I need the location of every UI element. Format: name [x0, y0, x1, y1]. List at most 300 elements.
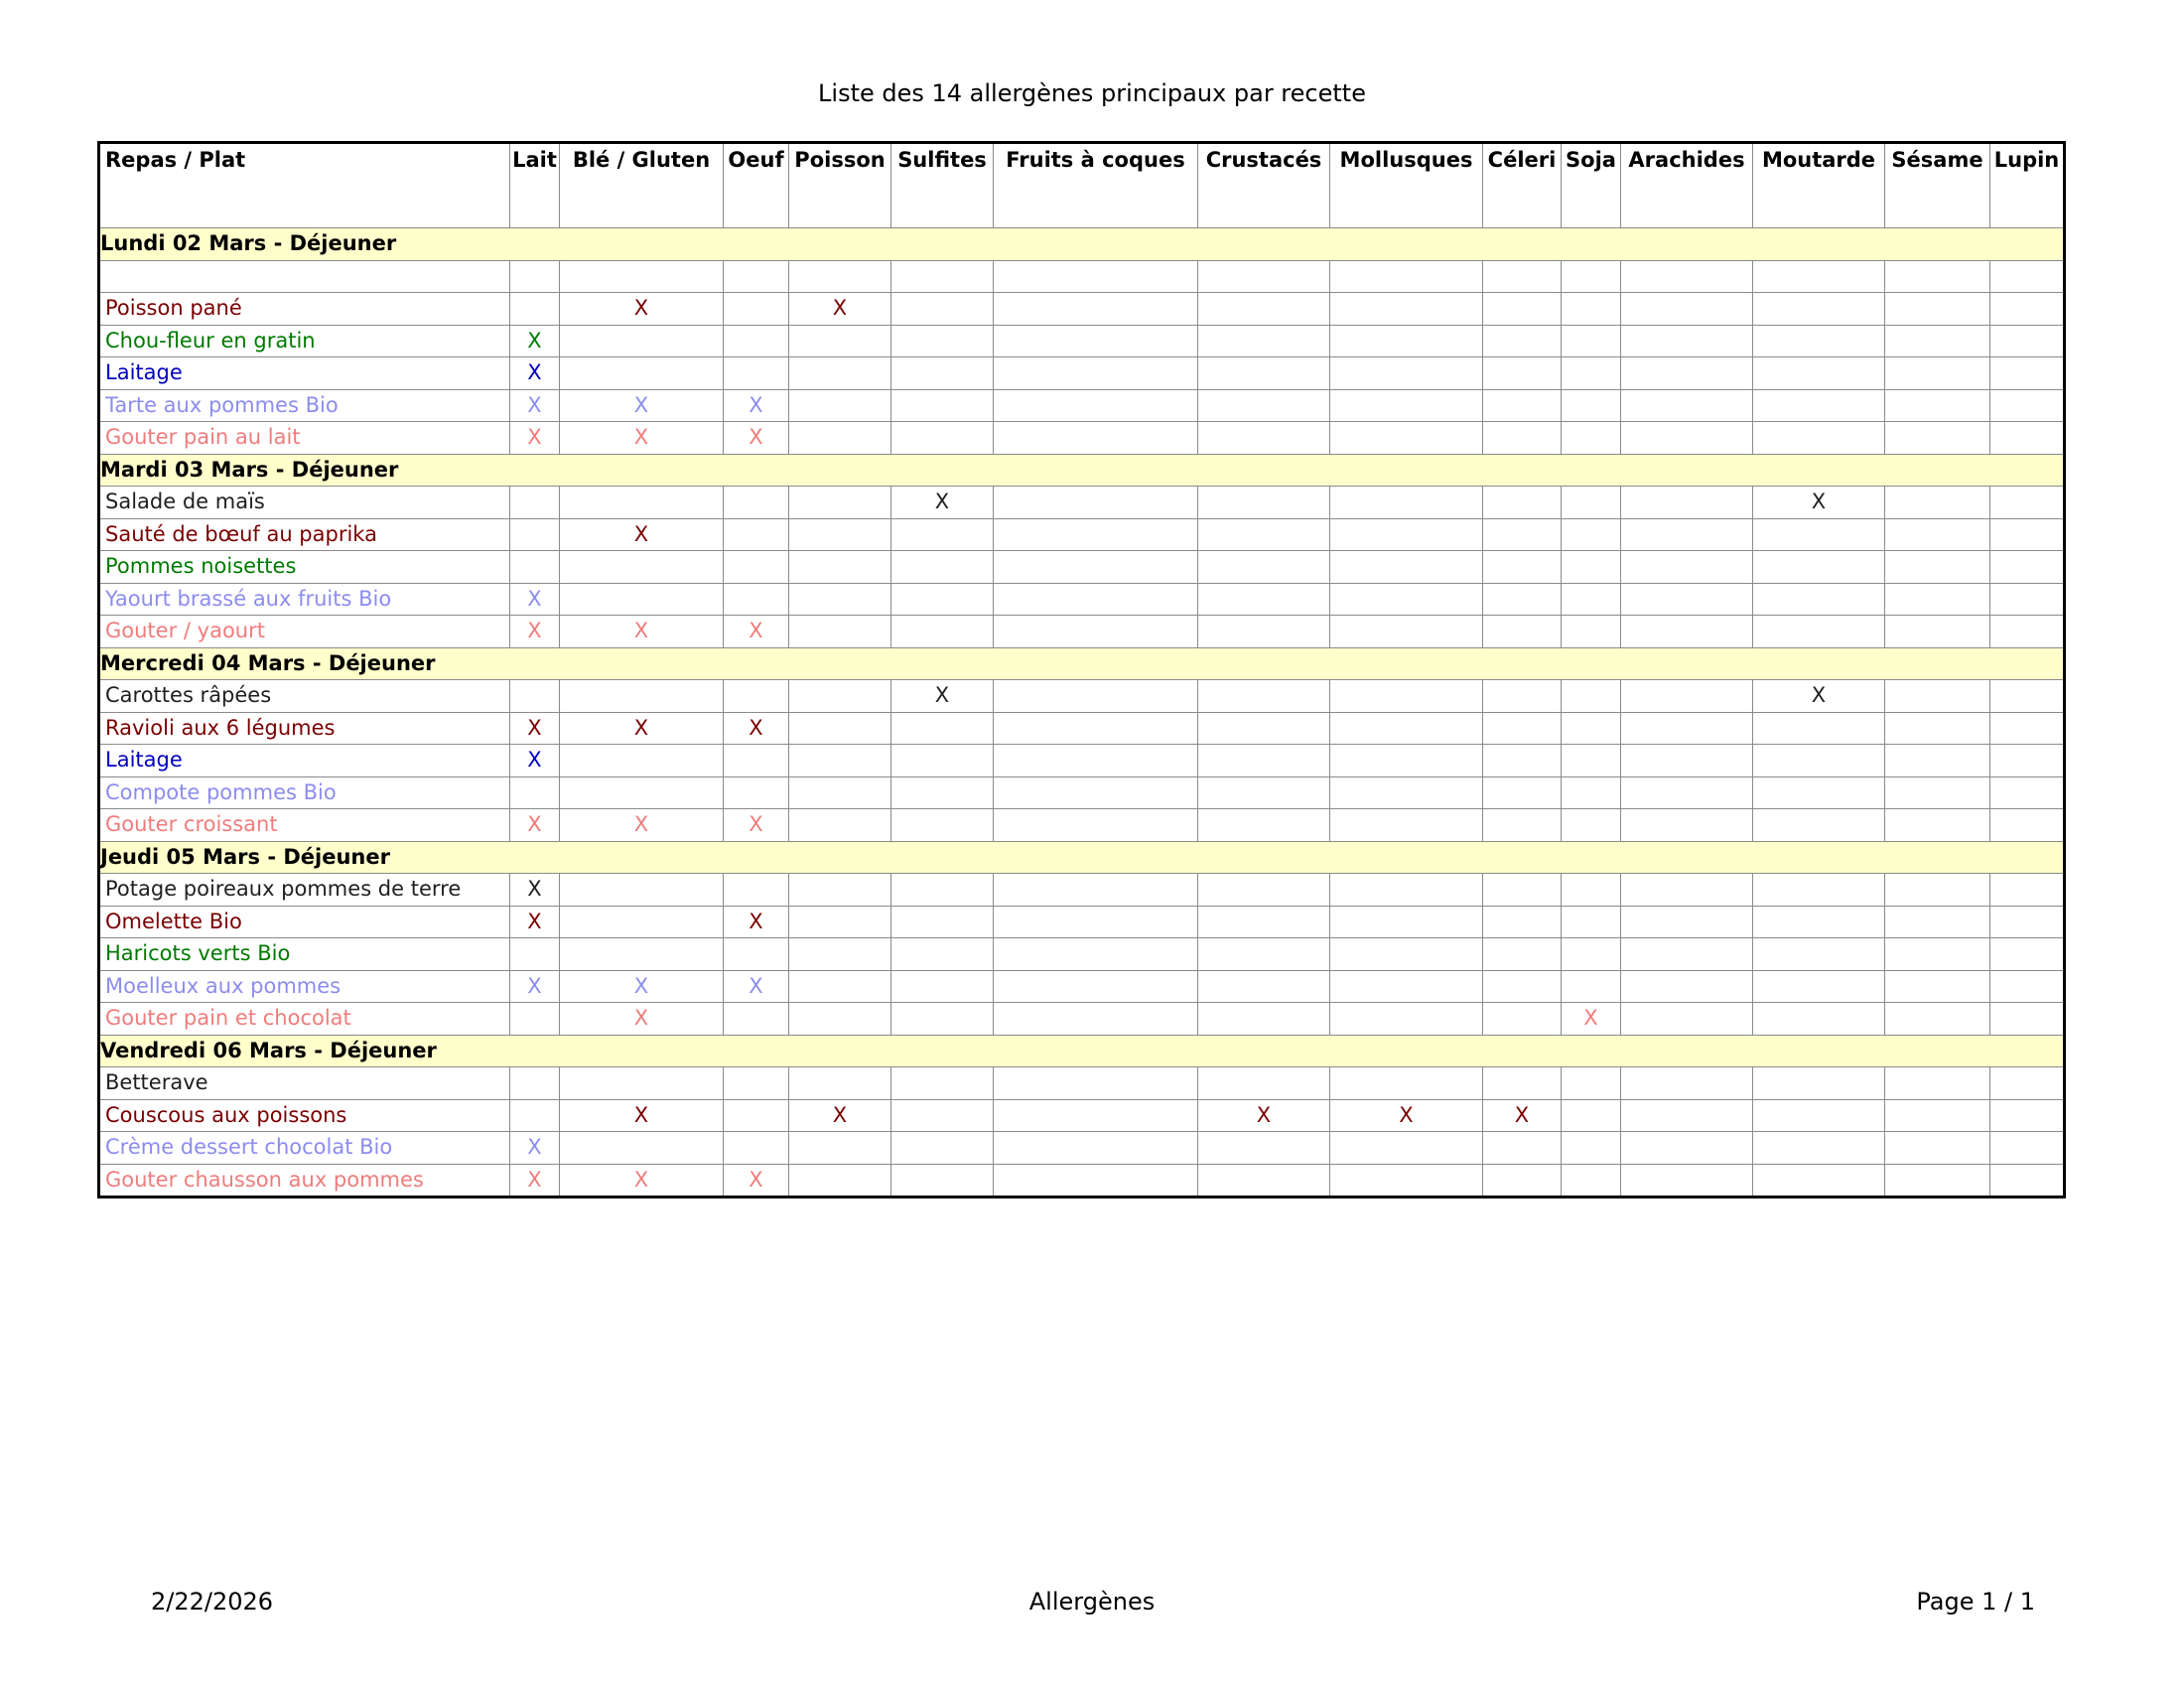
dish-name: Chou-fleur en gratin	[99, 325, 510, 357]
section-row	[99, 454, 2065, 487]
allergen-mark	[1990, 518, 2065, 551]
allergen-mark	[1621, 616, 1753, 648]
allergen-mark	[1621, 293, 1753, 326]
allergen-mark	[724, 938, 789, 971]
column-header-allergen: Lait	[510, 143, 560, 228]
allergen-mark	[1330, 938, 1483, 971]
table-row	[99, 938, 2065, 971]
allergen-mark	[1562, 1164, 1621, 1197]
page-title: Liste des 14 allergènes principaux par recette	[818, 79, 1366, 107]
table-row	[99, 1164, 2065, 1197]
empty-cell	[1330, 260, 1483, 293]
allergen-mark	[1990, 551, 2065, 584]
column-header-allergen: Blé / Gluten	[560, 143, 724, 228]
allergen-mark: X	[724, 712, 789, 745]
allergen-mark	[1753, 1099, 1885, 1132]
allergen-mark	[891, 970, 994, 1003]
dish-name: Carottes râpées	[99, 680, 510, 713]
allergen-mark: X	[510, 970, 560, 1003]
allergen-mark	[724, 874, 789, 907]
allergen-mark	[510, 518, 560, 551]
allergen-mark	[994, 518, 1198, 551]
dish-name: Tarte aux pommes Bio	[99, 389, 510, 422]
allergen-mark	[724, 293, 789, 326]
allergen-mark	[891, 422, 994, 455]
allergen-mark	[1885, 325, 1990, 357]
table-row	[99, 809, 2065, 842]
dish-name: Couscous aux poissons	[99, 1099, 510, 1132]
table-row	[99, 776, 2065, 809]
allergen-mark	[1885, 712, 1990, 745]
allergen-mark	[1885, 809, 1990, 842]
allergen-mark	[1990, 325, 2065, 357]
allergen-mark	[1198, 1132, 1330, 1165]
allergen-mark: X	[510, 1164, 560, 1197]
allergen-mark: X	[510, 325, 560, 357]
allergen-mark: X	[560, 293, 724, 326]
allergen-mark	[1198, 1067, 1330, 1100]
allergen-mark	[1753, 1003, 1885, 1036]
allergen-mark	[724, 776, 789, 809]
allergen-mark	[1885, 1132, 1990, 1165]
allergen-mark	[994, 357, 1198, 390]
allergen-mark	[1885, 745, 1990, 777]
allergen-mark	[1753, 357, 1885, 390]
allergen-mark	[789, 970, 891, 1003]
allergen-mark	[1990, 1164, 2065, 1197]
allergen-mark	[1990, 776, 2065, 809]
allergen-mark	[1330, 906, 1483, 938]
table-row	[99, 1099, 2065, 1132]
table-row	[99, 616, 2065, 648]
allergen-mark	[1753, 518, 1885, 551]
allergen-mark	[1562, 551, 1621, 584]
allergen-mark	[891, 712, 994, 745]
allergen-mark	[1562, 712, 1621, 745]
allergen-mark: X	[1330, 1099, 1483, 1132]
allergen-mark	[560, 325, 724, 357]
allergen-mark	[994, 1099, 1198, 1132]
allergen-mark	[1621, 325, 1753, 357]
allergen-mark	[1330, 389, 1483, 422]
allergen-mark	[724, 357, 789, 390]
allergen-mark	[1483, 325, 1562, 357]
section-row	[99, 1035, 2065, 1067]
allergen-mark	[1330, 874, 1483, 907]
allergen-mark	[1621, 938, 1753, 971]
allergen-mark	[1330, 1132, 1483, 1165]
allergen-mark	[1562, 518, 1621, 551]
allergen-mark	[1483, 357, 1562, 390]
allergen-mark	[724, 1132, 789, 1165]
allergen-mark: X	[510, 583, 560, 616]
allergen-mark	[1753, 293, 1885, 326]
allergen-mark	[1198, 809, 1330, 842]
allergen-mark	[1621, 1067, 1753, 1100]
allergen-mark	[1990, 712, 2065, 745]
allergen-mark	[891, 616, 994, 648]
allergen-mark	[1562, 325, 1621, 357]
allergen-mark	[510, 1099, 560, 1132]
column-header-allergen: Sésame	[1885, 143, 1990, 228]
allergen-mark	[1885, 938, 1990, 971]
allergen-mark	[994, 583, 1198, 616]
allergen-mark	[1621, 487, 1753, 519]
allergen-mark	[1198, 325, 1330, 357]
allergen-mark	[891, 325, 994, 357]
dish-name: Yaourt brassé aux fruits Bio	[99, 583, 510, 616]
empty-cell	[560, 260, 724, 293]
allergen-mark	[560, 551, 724, 584]
dish-name: Ravioli aux 6 légumes	[99, 712, 510, 745]
allergen-mark	[1621, 1132, 1753, 1165]
empty-cell	[1990, 260, 2065, 293]
dish-name: Gouter croissant	[99, 809, 510, 842]
table-header	[99, 143, 2065, 228]
table-row	[99, 389, 2065, 422]
allergen-mark	[891, 518, 994, 551]
empty-cell	[99, 260, 510, 293]
allergen-mark	[1330, 487, 1483, 519]
allergen-mark	[510, 776, 560, 809]
allergen-mark	[891, 1067, 994, 1100]
allergen-mark	[1562, 874, 1621, 907]
allergen-mark: X	[560, 1099, 724, 1132]
allergen-mark: X	[510, 874, 560, 907]
allergen-mark	[891, 389, 994, 422]
allergen-mark	[789, 325, 891, 357]
allergen-mark	[789, 745, 891, 777]
allergen-mark	[1562, 809, 1621, 842]
allergen-mark: X	[510, 389, 560, 422]
dish-name: Moelleux aux pommes	[99, 970, 510, 1003]
table-row	[99, 583, 2065, 616]
allergen-mark	[1562, 389, 1621, 422]
table-row	[99, 1132, 2065, 1165]
allergen-mark	[1753, 809, 1885, 842]
allergen-mark	[1330, 583, 1483, 616]
allergen-mark	[1753, 712, 1885, 745]
allergen-mark: X	[560, 712, 724, 745]
column-header-allergen: Mollusques	[1330, 143, 1483, 228]
allergen-mark: X	[560, 518, 724, 551]
allergen-mark	[789, 874, 891, 907]
allergen-mark	[1990, 1067, 2065, 1100]
allergen-mark: X	[510, 1132, 560, 1165]
allergen-mark	[789, 422, 891, 455]
allergen-mark	[1753, 389, 1885, 422]
column-header-allergen: Oeuf	[724, 143, 789, 228]
allergen-mark: X	[1198, 1099, 1330, 1132]
section-row	[99, 647, 2065, 680]
column-header-allergen: Crustacés	[1198, 143, 1330, 228]
allergen-mark	[1330, 422, 1483, 455]
allergen-mark	[994, 293, 1198, 326]
allergen-mark	[1330, 680, 1483, 713]
allergen-mark	[1330, 616, 1483, 648]
allergen-mark: X	[560, 616, 724, 648]
allergen-mark	[1753, 583, 1885, 616]
allergen-mark: X	[891, 680, 994, 713]
allergen-mark	[1198, 970, 1330, 1003]
allergen-mark	[1198, 293, 1330, 326]
allergen-mark	[789, 357, 891, 390]
allergen-mark	[1885, 357, 1990, 390]
allergen-mark	[510, 487, 560, 519]
allergen-mark	[1885, 293, 1990, 326]
allergen-mark	[1753, 906, 1885, 938]
allergen-mark	[994, 325, 1198, 357]
allergen-mark	[994, 422, 1198, 455]
allergen-mark	[1990, 970, 2065, 1003]
table-row	[99, 745, 2065, 777]
table-row	[99, 551, 2065, 584]
allergen-mark	[1990, 1099, 2065, 1132]
allergen-mark	[994, 1067, 1198, 1100]
allergen-mark: X	[1562, 1003, 1621, 1036]
allergen-mark	[510, 938, 560, 971]
allergen-mark	[1990, 293, 2065, 326]
allergen-mark	[1562, 680, 1621, 713]
allergen-mark	[1621, 776, 1753, 809]
allergen-mark	[1621, 1099, 1753, 1132]
section-row	[99, 841, 2065, 874]
allergen-mark	[1990, 906, 2065, 938]
allergen-mark	[1990, 422, 2065, 455]
allergen-mark	[1885, 1164, 1990, 1197]
allergen-mark	[724, 1099, 789, 1132]
allergen-mark	[994, 809, 1198, 842]
allergen-mark	[724, 1003, 789, 1036]
allergen-mark	[724, 680, 789, 713]
dish-name: Laitage	[99, 745, 510, 777]
allergen-mark	[994, 970, 1198, 1003]
allergen-mark	[1483, 712, 1562, 745]
allergen-mark	[1483, 293, 1562, 326]
column-header-allergen: Sulfites	[891, 143, 994, 228]
allergen-mark	[1330, 1003, 1483, 1036]
section-row	[99, 228, 2065, 261]
empty-cell	[1885, 260, 1990, 293]
allergen-mark	[1483, 518, 1562, 551]
allergen-mark	[510, 1067, 560, 1100]
allergen-mark	[724, 583, 789, 616]
column-header-allergen: Lupin	[1990, 143, 2065, 228]
allergen-mark	[1562, 293, 1621, 326]
allergen-mark	[1885, 906, 1990, 938]
allergen-mark	[1483, 938, 1562, 971]
allergen-mark	[1621, 809, 1753, 842]
allergen-mark	[1562, 1067, 1621, 1100]
allergen-mark	[724, 1067, 789, 1100]
empty-cell	[891, 260, 994, 293]
allergen-mark	[891, 1099, 994, 1132]
table-row	[99, 518, 2065, 551]
allergen-mark	[789, 906, 891, 938]
table-row	[99, 874, 2065, 907]
allergen-mark	[994, 776, 1198, 809]
allergen-mark	[510, 1003, 560, 1036]
allergen-mark	[1990, 583, 2065, 616]
allergen-mark	[1885, 422, 1990, 455]
allergen-mark: X	[560, 389, 724, 422]
allergen-mark	[1198, 616, 1330, 648]
allergen-mark: X	[724, 389, 789, 422]
footer-title: Allergènes	[1028, 1588, 1156, 1616]
allergen-mark	[1198, 906, 1330, 938]
allergen-mark	[994, 1164, 1198, 1197]
dish-name: Salade de maïs	[99, 487, 510, 519]
allergen-mark	[1621, 357, 1753, 390]
allergen-mark	[891, 357, 994, 390]
allergen-mark	[891, 1164, 994, 1197]
dish-name: Pommes noisettes	[99, 551, 510, 584]
allergen-mark	[1621, 389, 1753, 422]
dish-name: Betterave	[99, 1067, 510, 1100]
allergen-mark: X	[1753, 487, 1885, 519]
allergen-mark	[510, 551, 560, 584]
allergen-mark	[1990, 809, 2065, 842]
table-body	[99, 228, 2065, 1197]
allergen-mark	[1562, 357, 1621, 390]
allergen-mark	[724, 551, 789, 584]
allergen-mark	[1990, 357, 2065, 390]
allergen-mark	[1621, 712, 1753, 745]
allergen-mark	[1562, 616, 1621, 648]
allergen-mark	[1330, 551, 1483, 584]
allergen-mark: X	[789, 1099, 891, 1132]
allergen-mark	[1483, 680, 1562, 713]
allergen-mark	[789, 680, 891, 713]
table-row	[99, 680, 2065, 713]
allergen-mark	[994, 1003, 1198, 1036]
allergen-mark	[1621, 1003, 1753, 1036]
dish-name: Potage poireaux pommes de terre	[99, 874, 510, 907]
allergen-mark: X	[560, 970, 724, 1003]
allergen-mark	[1621, 970, 1753, 1003]
allergen-mark	[994, 616, 1198, 648]
empty-cell	[789, 260, 891, 293]
allergen-mark: X	[724, 906, 789, 938]
allergen-mark	[891, 809, 994, 842]
allergen-mark: X	[510, 616, 560, 648]
allergen-mark	[724, 518, 789, 551]
table-row	[99, 906, 2065, 938]
allergen-mark	[1990, 616, 2065, 648]
allergen-mark	[560, 745, 724, 777]
table-row	[99, 422, 2065, 455]
empty-cell	[1198, 260, 1330, 293]
dish-name: Poisson pané	[99, 293, 510, 326]
allergen-mark	[994, 745, 1198, 777]
allergen-mark	[724, 487, 789, 519]
allergen-mark	[994, 938, 1198, 971]
allergen-table	[97, 141, 2066, 1198]
allergen-mark	[789, 551, 891, 584]
allergen-mark	[789, 1164, 891, 1197]
allergen-mark	[1753, 1164, 1885, 1197]
allergen-mark	[1990, 389, 2065, 422]
section-label: Mardi 03 Mars - Déjeuner	[99, 454, 2065, 487]
allergen-mark	[1483, 422, 1562, 455]
allergen-mark	[789, 776, 891, 809]
allergen-mark	[510, 293, 560, 326]
allergen-mark	[1330, 357, 1483, 390]
table-row	[99, 1067, 2065, 1100]
table-row	[99, 1003, 2065, 1036]
allergen-mark	[994, 712, 1198, 745]
dish-name: Laitage	[99, 357, 510, 390]
allergen-mark	[1330, 776, 1483, 809]
table-row	[99, 970, 2065, 1003]
spacer-row	[99, 260, 2065, 293]
allergen-mark	[1483, 616, 1562, 648]
allergen-mark	[891, 293, 994, 326]
allergen-mark	[1562, 906, 1621, 938]
allergen-mark: X	[724, 1164, 789, 1197]
footer-date: 2/22/2026	[151, 1588, 274, 1616]
allergen-mark	[1885, 1067, 1990, 1100]
allergen-mark: X	[510, 809, 560, 842]
allergen-mark	[1330, 970, 1483, 1003]
allergen-mark	[1885, 389, 1990, 422]
section-label: Mercredi 04 Mars - Déjeuner	[99, 647, 2065, 680]
allergen-mark	[1562, 776, 1621, 809]
allergen-mark	[1198, 712, 1330, 745]
allergen-mark	[560, 583, 724, 616]
allergen-mark	[789, 616, 891, 648]
empty-cell	[1483, 260, 1562, 293]
allergen-mark	[560, 938, 724, 971]
dish-name: Compote pommes Bio	[99, 776, 510, 809]
allergen-mark: X	[560, 1003, 724, 1036]
allergen-mark	[1885, 583, 1990, 616]
empty-cell	[724, 260, 789, 293]
allergen-mark	[560, 1132, 724, 1165]
allergen-mark	[1753, 938, 1885, 971]
allergen-mark	[891, 551, 994, 584]
allergen-mark	[1483, 745, 1562, 777]
allergen-mark: X	[1483, 1099, 1562, 1132]
allergen-mark	[1198, 357, 1330, 390]
allergen-mark	[1990, 938, 2065, 971]
allergen-mark	[1562, 1132, 1621, 1165]
allergen-mark	[789, 518, 891, 551]
allergen-mark	[1330, 809, 1483, 842]
allergen-mark	[560, 776, 724, 809]
allergen-mark: X	[510, 357, 560, 390]
allergen-mark: X	[510, 712, 560, 745]
allergen-mark: X	[724, 616, 789, 648]
allergen-mark	[560, 357, 724, 390]
allergen-mark	[1621, 583, 1753, 616]
allergen-mark: X	[724, 970, 789, 1003]
empty-cell	[994, 260, 1198, 293]
allergen-mark	[1753, 874, 1885, 907]
allergen-mark: X	[560, 809, 724, 842]
allergen-mark	[789, 712, 891, 745]
table-row	[99, 487, 2065, 519]
allergen-mark	[1885, 776, 1990, 809]
allergen-mark	[1330, 293, 1483, 326]
allergen-mark	[560, 906, 724, 938]
allergen-mark	[891, 1003, 994, 1036]
allergen-mark	[1885, 551, 1990, 584]
allergen-mark	[1990, 874, 2065, 907]
allergen-mark	[1330, 1067, 1483, 1100]
allergen-mark	[1483, 1132, 1562, 1165]
allergen-mark: X	[724, 809, 789, 842]
